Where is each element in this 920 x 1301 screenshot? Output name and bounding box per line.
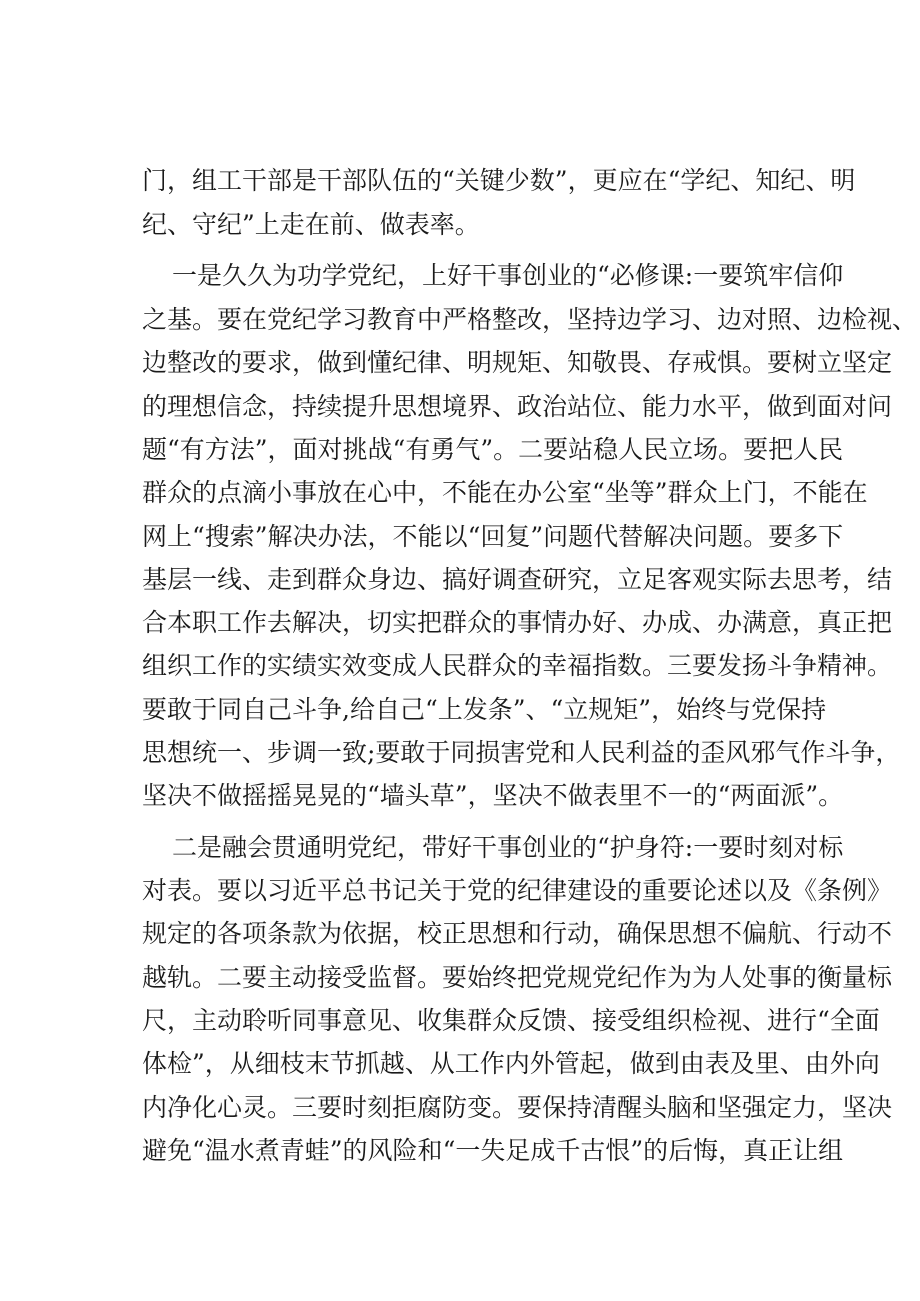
paragraph-line: 群众的点滴小事放在心中，不能在办公室“坐等”群众上门，不能在	[142, 478, 868, 507]
paragraph-line: 边整改的要求，做到懂纪律、明规矩、知敬畏、存戒惧。要树立坚定	[142, 348, 893, 377]
paragraph-line: 坚决不做摇摇晃晃的“墙头草”，坚决不做表里不一的“两面派”。	[142, 781, 844, 810]
paragraph-line: 规定的各项条款为依据，校正思想和行动，确保思想不偏航、行动不	[142, 919, 893, 948]
paragraph-line: 的理想信念，持续提升思想境界、政治站位、能力水平，做到面对问	[142, 392, 893, 421]
paragraph-line: 题“有方法”，面对挑战“有勇气”。二要站稳人民立场。要把人民	[142, 435, 844, 464]
paragraph-line: 门，组工干部是干部队伍的“关键少数”，更应在“学纪、知纪、明	[142, 166, 856, 195]
paragraph-2-first-line: 二是融会贯通明党纪，带好干事创业的“护身符:一要时刻对标	[172, 833, 844, 862]
paragraph-1-first-line: 一是久久为功学党纪，上好干事创业的“必修课:一要筑牢信仰	[172, 261, 844, 290]
paragraph-line: 基层一线、走到群众身边、搞好调查研究，立足客观实际去思考，结	[142, 565, 893, 594]
paragraph-line: 尺，主动聆听同事意见、收集群众反馈、接受组织检视、进行“全面	[142, 1006, 880, 1035]
paragraph-line: 思想统一、步调一致;要敢于同损害党和人民利益的歪风邪气作斗争，	[142, 738, 901, 767]
paragraph-line: 合本职工作去解决，切实把群众的事情办好、办成、办满意，真正把	[142, 608, 893, 637]
paragraph-line: 越轨。二要主动接受监督。要始终把党规党纪作为为人处事的衡量标	[142, 963, 893, 992]
paragraph-line: 纪、守纪”上走在前、做表率。	[142, 210, 480, 239]
paragraph-line: 组织工作的实绩实效变成人民群众的幸福指数。三要发扬斗争精神。	[142, 651, 893, 680]
paragraph-line: 内净化心灵。三要时刻拒腐防变。要保持清醒头脑和坚强定力，坚决	[142, 1093, 893, 1122]
paragraph-line: 对表。要以习近平总书记关于党的纪律建设的重要论述以及《条例》	[142, 876, 893, 905]
paragraph-line: 之基。要在党纪学习教育中严格整改，坚持边学习、边对照、边检视、	[142, 305, 918, 334]
paragraph-line: 网上“搜索”解决办法，不能以“回复”问题代替解决问题。要多下	[142, 522, 844, 551]
paragraph-line: 要敢于同自己斗争,给自己“上发条”、“立规矩”，始终与党保持	[142, 695, 827, 724]
paragraph-line: 避免“温水煮青蛙”的风险和“一失足成千古恨”的后悔，真正让组	[142, 1136, 844, 1165]
paragraph-line: 体检”，从细枝末节抓越、从工作内外管起，做到由表及里、由外向	[142, 1049, 880, 1078]
